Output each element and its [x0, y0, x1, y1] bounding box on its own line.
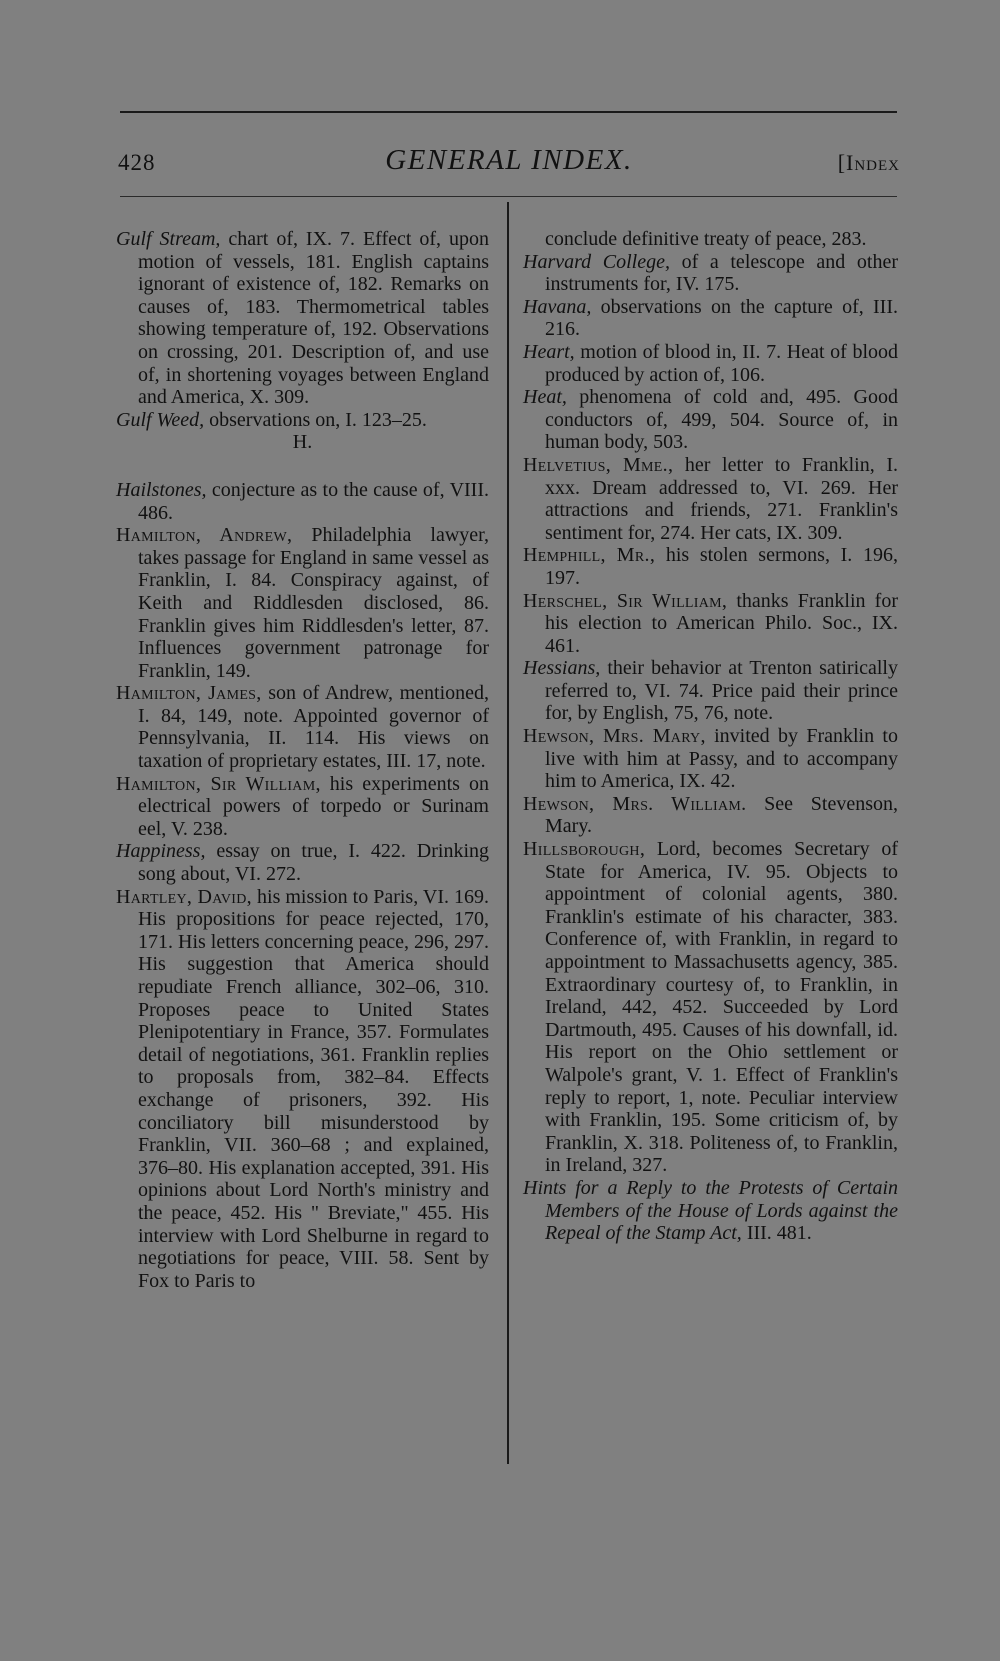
index-term: Gulf Weed, [116, 408, 205, 431]
index-details: their behavior at Trenton satirically referred to, VI. 74. Price paid their prince for, by English, 75, 76, note. [545, 657, 898, 725]
index-entry [116, 479, 489, 524]
page-number: 428 [118, 150, 156, 175]
index-details: observations on, I. 123–25. [204, 408, 427, 431]
index-details: her letter to Franklin, I. xxx. Dream addressed to, VI. 269. Her attractions and friends, 271. Franklin's sentiment for, 274. Her cats, IX. 309. [545, 453, 898, 544]
index-entry [116, 840, 489, 885]
index-details: observations on the capture of, III. 216. [545, 295, 898, 341]
header-rule [120, 196, 897, 197]
index-entry [116, 773, 489, 841]
index-term: Havana, [523, 295, 592, 318]
letter-heading: H. [292, 431, 313, 454]
column-divider [507, 202, 509, 1464]
index-entry [116, 409, 489, 432]
index-term: Hemphill, Mr., [523, 544, 656, 567]
index-details: Philadelphia lawyer, takes passage for England in same vessel as Franklin, I. 84. Conspiracy against, of Keith and Riddlesden disclosed, 86. Franklin gives him Riddlesden's letter, 87. Influences government patronage for Franklin, 149. [138, 524, 489, 682]
index-entry [523, 386, 898, 454]
index-entry [523, 1177, 898, 1245]
index-term: Herschel, Sir William, [523, 589, 728, 612]
index-entry [523, 296, 898, 341]
index-term: Hillsborough, [523, 838, 646, 861]
top-rule [120, 111, 897, 113]
index-entry [116, 682, 489, 772]
index-term: Hamilton, Sir William, [116, 772, 321, 795]
index-term: Hartley, David, [116, 885, 252, 908]
index-entry [116, 886, 489, 1293]
index-entry [523, 725, 898, 793]
index-term: Happiness, [116, 840, 206, 863]
index-entry [523, 454, 898, 544]
section-tag: [Index [837, 150, 900, 175]
index-details: his mission to Paris, VI. 169. His propositions for peace rejected, 170, 171. His letters concerning peace, 296, 297. His suggestion that America should repudiate French alliance, 302–06, 310. Proposes peace to United States Plenipotentiary in France, 357. Formulates detail of negotiations, 361. Franklin replies to proposals from, 382–84. Effects exchange of prisoners, 392. His conciliatory bill misunderstood by Franklin, VII. 360–68 ; and explained, 376–80. His explanation accepted, 391. His opinions about Lord North's ministry and the peace, 452. His " Breviate," 455. His interview with Lord Shelburne in regard to negotiations for peace, VIII. 58. Sent by Fox to Paris to [138, 885, 490, 1292]
index-details: Lord, becomes Secretary of State for America, IV. 95. Objects to appointment of colonial agents, 380. Franklin's estimate of his character, 383. Conference of, with Franklin, in regard to appointment to Massachusetts agency, 385. Extraordinary courtesy of, to Franklin, in Ireland, 442, 452. Succeeded by Lord Dartmouth, 495. Causes of his downfall, id. His report on the Ohio settlement or Walpole's grant, V. 1. Effect of Franklin's reply to report, 1, note. Peculiar interview with Franklin, 195. Some criticism of, by Franklin, X. 318. Politeness of, to Franklin, in Ireland, 327. [545, 838, 898, 1177]
index-details: his stolen sermons, I. 196, 197. [545, 544, 898, 589]
index-entry [523, 341, 898, 386]
index-entry [523, 793, 898, 838]
index-term: Heat, [523, 386, 567, 409]
index-term: Hamilton, Andrew, [116, 524, 293, 547]
index-entry [523, 544, 898, 589]
index-term: Harvard College, [523, 250, 670, 273]
index-term: Gulf Stream, [116, 228, 221, 250]
index-details: III. 481. [741, 1222, 812, 1245]
index-details: motion of blood in, II. 7. Heat of blood produced by action of, 106. [545, 340, 898, 386]
index-details: son of Andrew, mentioned, I. 84, 149, note. Appointed governor of Pennsylvania, II. 114. His views on taxation of proprietary estates, III. 17, note. [138, 682, 490, 773]
index-column-left [116, 228, 489, 1292]
index-details: thanks Franklin for his election to American Philo. Soc., IX. 461. [545, 589, 898, 657]
index-entry [523, 657, 898, 725]
index-details: his experiments on electrical powers of torpedo or Surinam eel, V. 238. [138, 772, 489, 840]
index-entry [523, 251, 898, 296]
index-term: Heart, [523, 340, 575, 363]
running-title: GENERAL INDEX. [385, 144, 633, 176]
index-term: Hewson, Mrs. William. [523, 792, 747, 815]
index-details: phenomena of cold and, 495. Good conductors of, 499, 504. Source of, in human body, 503. [545, 386, 898, 454]
index-details: chart of, IX. 7. Effect of, upon motion of vessels, 181. English captains ignorant of existence of, 182. Remarks on causes of, 183. Thermometrical tables showing temperature of, 192. Observations on crossing, 201. Description of, and use of, in shortening voyages between England and America, X. 309. [138, 228, 489, 409]
index-entry [116, 524, 489, 682]
index-term: Hamilton, James, [116, 682, 262, 705]
index-details: invited by Franklin to live with him at Passy, and to accompany him to America, IX. 42. [545, 725, 898, 793]
index-details: See Stevenson, Mary. [545, 792, 898, 838]
index-term: Helvetius, Mme., [523, 453, 674, 476]
page-header [118, 146, 900, 186]
index-column-right [523, 228, 898, 1245]
index-entry [523, 838, 898, 1177]
index-term: Hessians, [523, 657, 601, 680]
index-term: Hints for a Reply to the Protests of Certain Members of the House of Lords against the Repeal of the Stamp Act, [523, 1176, 898, 1245]
index-term: Hailstones, [116, 478, 207, 501]
index-entry [523, 590, 898, 658]
index-entry [116, 228, 489, 409]
index-term: Hewson, Mrs. Mary, [523, 725, 706, 748]
index-details: conjecture as to the cause of, VIII. 486. [138, 478, 489, 524]
index-entry-continuation: conclude definitive treaty of peace, 283. [545, 228, 867, 250]
index-details: essay on true, I. 422. Drinking song about, VI. 272. [138, 840, 489, 886]
index-details: of a telescope and other instruments for, IV. 175. [545, 250, 898, 296]
